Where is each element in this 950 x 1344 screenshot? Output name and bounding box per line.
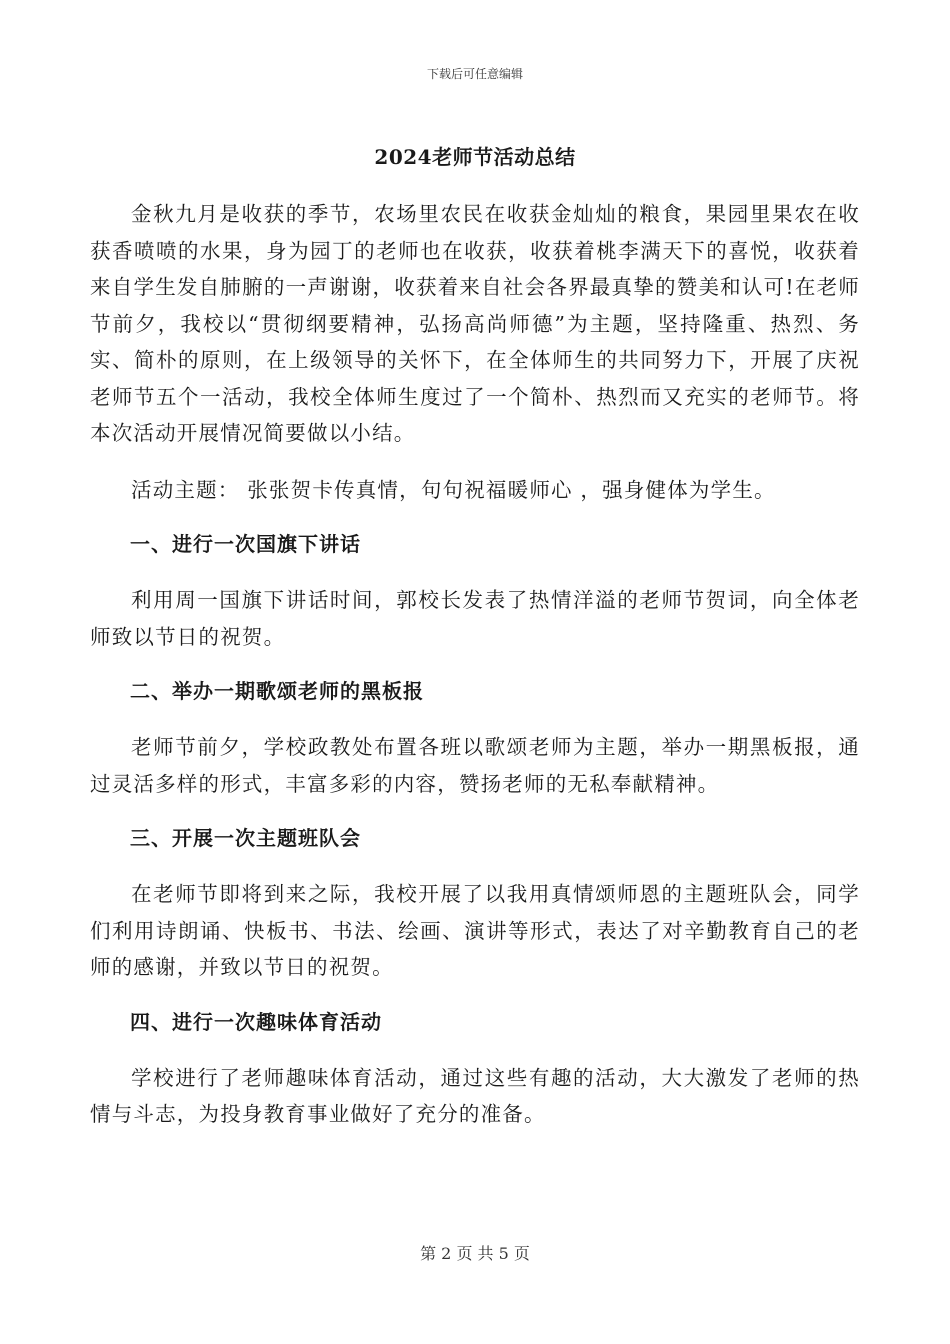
section-body-3: 在老师节即将到来之际，我校开展了以我用真情颂师恩的主题班队会，同学们利用诗朗诵、快板书、书法、绘画、演讲等形式，表达了对辛勤教育自己的老师的感谢，并致以节日的祝贺。: [90, 882, 860, 979]
section-body-2: 老师节前夕，学校政教处布置各班以歌颂老师为主题，举办一期黑板报，通过灵活多样的形式，丰富多彩的内容，赞扬老师的无私奉献精神。: [90, 735, 860, 796]
document-body: [90, 140, 860, 1133]
theme-paragraph: 活动主题： 张张贺卡传真情，句句祝福暖师心 ，强身健体为学生。: [131, 477, 776, 502]
section-body-1: 利用周一国旗下讲话时间，郭校长发表了热情洋溢的老师节贺词，向全体老师致以节日的祝贺。: [90, 588, 860, 649]
section-heading-3: 三、开展一次主题班队会: [130, 826, 361, 850]
section-heading-2: 二、举办一期歌颂老师的黑板报: [130, 679, 424, 703]
section-body-4: 学校进行了老师趣味体育活动，通过这些有趣的活动，大大激发了老师的热情与斗志，为投身教育事业做好了充分的准备。: [90, 1065, 860, 1126]
document-title: 2024老师节活动总结: [374, 145, 576, 169]
page-header-note: 下载后可任意编辑: [426, 67, 523, 81]
section-heading-4: 四、进行一次趣味体育活动: [130, 1009, 382, 1034]
page-number: 第 2 页 共 5 页: [420, 1244, 530, 1263]
section-heading-1: 一、进行一次国旗下讲话: [130, 532, 361, 556]
intro-paragraph: 金秋九月是收获的季节，农场里农民在收获金灿灿的粮食，果园里果农在收获香喷喷的水果，身为园丁的老师也在收获，收获着桃李满天下的喜悦，收获着来自学生发自肺腑的一声谢谢，收获着来自社会各界最真挚的赞美和认可!在老师节前夕，我校以“贯彻纲要精神，弘扬高尚师德”为主题，坚持隆重、热烈、务实、简朴的原则，在上级领导的关怀下，在全体师生的共同努力下，开展了庆祝老师节五个一活动，我校全体师生度过了一个简朴、热烈而又充实的老师节。将本次活动开展情况简要做以小结。: [90, 202, 860, 445]
